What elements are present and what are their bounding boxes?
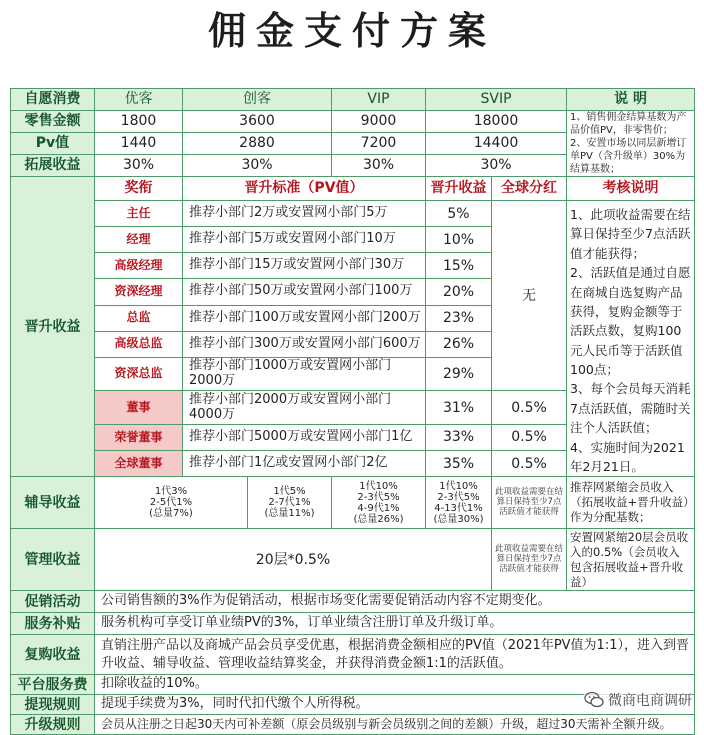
bottom-row (11, 715, 695, 735)
standard-cell: 推荐小部门5万或安置网小部门10万 (183, 227, 426, 253)
exam-explanation: 1、此项收益需要在结算日保持至少7点活跃值才能获得； 2、活跃值是通过自愿在商城自选复购产品获得，复购金额等于活跃点数，复购100元人民币等于活跃值100点； 3、每个会员每天消耗7点活跃值，需随时关注个人活跃值； 4、实施时间为2021年2月21日。 (567, 201, 695, 477)
coach-cell: 1代10% 2-3代5% 4-13代1% (总量30%) (426, 477, 492, 529)
gain-cell: 10% (426, 227, 492, 253)
wechat-icon (584, 691, 604, 709)
promo-row (11, 201, 695, 227)
row-label: 升级规则 (11, 715, 95, 735)
rank-cell: 资深经理 (95, 279, 183, 305)
rank-cell: 主任 (95, 201, 183, 227)
row-label: 服务补贴 (11, 613, 95, 635)
bottom-row (11, 613, 695, 635)
standard-cell: 推荐小部门100万或安置网小部门200万 (183, 305, 426, 331)
row-label: 辅导收益 (11, 477, 95, 529)
gain-cell: 23% (426, 305, 492, 331)
mgmt-row (11, 529, 695, 591)
value-cell: 30% (426, 155, 567, 177)
gain-cell: 5% (426, 201, 492, 227)
gain-cell: 31% (426, 391, 492, 425)
value-cell: 14400 (426, 133, 567, 155)
rank-cell: 资深总监 (95, 357, 183, 391)
value-cell: 7200 (332, 133, 426, 155)
bottom-text: 提现手续费为3%，同时代扣代缴个人所得税。 (95, 695, 695, 715)
value-cell: 9000 (332, 111, 426, 133)
global-cell: 0.5% (492, 424, 567, 450)
bottom-row (11, 591, 695, 613)
gain-cell: 29% (426, 357, 492, 391)
standard-cell: 推荐小部门50万或安置网小部门100万 (183, 279, 426, 305)
mgmt-note: 安置网紧缩20层会员收入的0.5%（会员收入包含拓展收益+晋升收益） (567, 529, 695, 591)
row-label: 零售金额 (11, 111, 95, 133)
rank-cell: 经理 (95, 227, 183, 253)
watermark-text: 微商电商调研 (608, 693, 692, 709)
commission-table (10, 88, 695, 735)
page-title: 佣金支付方案 (207, 7, 496, 53)
gain-cell: 20% (426, 279, 492, 305)
coach-note: 推荐网紧缩会员收入（拓展收益+晋升收益）作为分配基数； (567, 477, 695, 529)
standard-cell: 推荐小部门1000万或安置网小部门2000万 (183, 357, 426, 391)
standard-cell: 推荐小部门5000万或安置网小部门1亿 (183, 424, 426, 450)
rank-cell: 董事 (95, 391, 183, 425)
top-note: 1、销售佣金结算基数为产品价值PV，非零售价； 2、安置市场以同层新增订单PV（含升级单）30%为结算基数； (567, 111, 695, 177)
bottom-text: 直销注册产品以及商城产品会员享受优惠，根据消费金额相应的PV值（2021年PV值为1:1），进入到晋升收益、辅导收益、管理收益结算奖金，并获得消费金额1:1的活跃值。 (95, 635, 695, 675)
coach-row (11, 477, 695, 529)
row-label: 复购收益 (11, 635, 95, 675)
promo-header-cell: 奖衔 (95, 177, 183, 201)
gain-cell: 15% (426, 253, 492, 279)
mgmt-condition: 此项收益需要在结算日保持至少7点活跃值才能获得 (492, 529, 567, 591)
standard-cell: 推荐小部门1亿或安置网小部门2亿 (183, 451, 426, 477)
coach-cell: 1代3% 2-5代1% (总量7%) (95, 477, 248, 529)
value-cell: 30% (95, 155, 183, 177)
standard-cell: 推荐小部门15万或安置网小部门30万 (183, 253, 426, 279)
bottom-text: 服务机构可享受订单业绩PV的3%，订单业绩含注册订单及升级订单。 (95, 613, 695, 635)
row-label: 拓展收益 (11, 155, 95, 177)
value-cell: 30% (183, 155, 332, 177)
promo-header-cell: 全球分红 (492, 177, 567, 201)
standard-cell: 推荐小部门2万或安置网小部门5万 (183, 201, 426, 227)
coach-condition: 此项收益需要在结算日保持至少7点活跃值才能获得 (492, 477, 567, 529)
bottom-text: 扣除收益的10%。 (95, 675, 695, 695)
rank-cell: 总监 (95, 305, 183, 331)
promo-header-cell: 晋升标准（PV值） (183, 177, 426, 201)
standard-cell: 推荐小部门300万或安置网小部门600万 (183, 331, 426, 357)
rank-cell: 高级总监 (95, 331, 183, 357)
row-label: 提现规则 (11, 695, 95, 715)
value-cell: 3600 (183, 111, 332, 133)
row-label: 促销活动 (11, 591, 95, 613)
value-cell: 1800 (95, 111, 183, 133)
header-cell: SVIP (426, 89, 567, 111)
coach-cell: 1代5% 2-7代1% (总量11%) (248, 477, 332, 529)
gain-cell: 33% (426, 424, 492, 450)
rank-cell: 高级经理 (95, 253, 183, 279)
bottom-row (11, 635, 695, 675)
value-cell: 2880 (183, 133, 332, 155)
header-row (11, 89, 695, 111)
watermark (584, 690, 692, 710)
value-cell: 1440 (95, 133, 183, 155)
coach-cell: 1代10% 2-3代5% 4-9代1% (总量26%) (332, 477, 426, 529)
value-cell: 30% (332, 155, 426, 177)
header-cell: 说 明 (567, 89, 695, 111)
header-cell: 优客 (95, 89, 183, 111)
rank-cell: 荣誉董事 (95, 424, 183, 450)
global-none-cell: 无 (492, 201, 567, 391)
promo-header-cell: 晋升收益 (426, 177, 492, 201)
row-label: Pv值 (11, 133, 95, 155)
global-cell: 0.5% (492, 451, 567, 477)
header-cell: 自愿消费 (11, 89, 95, 111)
gain-cell: 35% (426, 451, 492, 477)
bottom-text: 公司销售额的3%作为促销活动，根据市场变化需要促销活动内容不定期变化。 (95, 591, 695, 613)
global-cell: 0.5% (492, 391, 567, 425)
header-cell: VIP (332, 89, 426, 111)
mgmt-value: 20层*0.5% (95, 529, 492, 591)
retail-row (11, 111, 695, 133)
gain-cell: 26% (426, 331, 492, 357)
promo-header-row (11, 177, 695, 201)
promo-header-cell: 考核说明 (567, 177, 695, 201)
rank-cell: 全球董事 (95, 451, 183, 477)
standard-cell: 推荐小部门2000万或安置网小部门4000万 (183, 391, 426, 425)
value-cell: 18000 (426, 111, 567, 133)
bottom-text: 会员从注册之日起30天内可补差额（原会员级别与新会员级别之间的差额）升级，超过30天需补全额升级。 (95, 715, 695, 735)
header-cell: 创客 (183, 89, 332, 111)
promo-label: 晋升收益 (11, 177, 95, 477)
row-label: 平台服务费 (11, 675, 95, 695)
row-label: 管理收益 (11, 529, 95, 591)
